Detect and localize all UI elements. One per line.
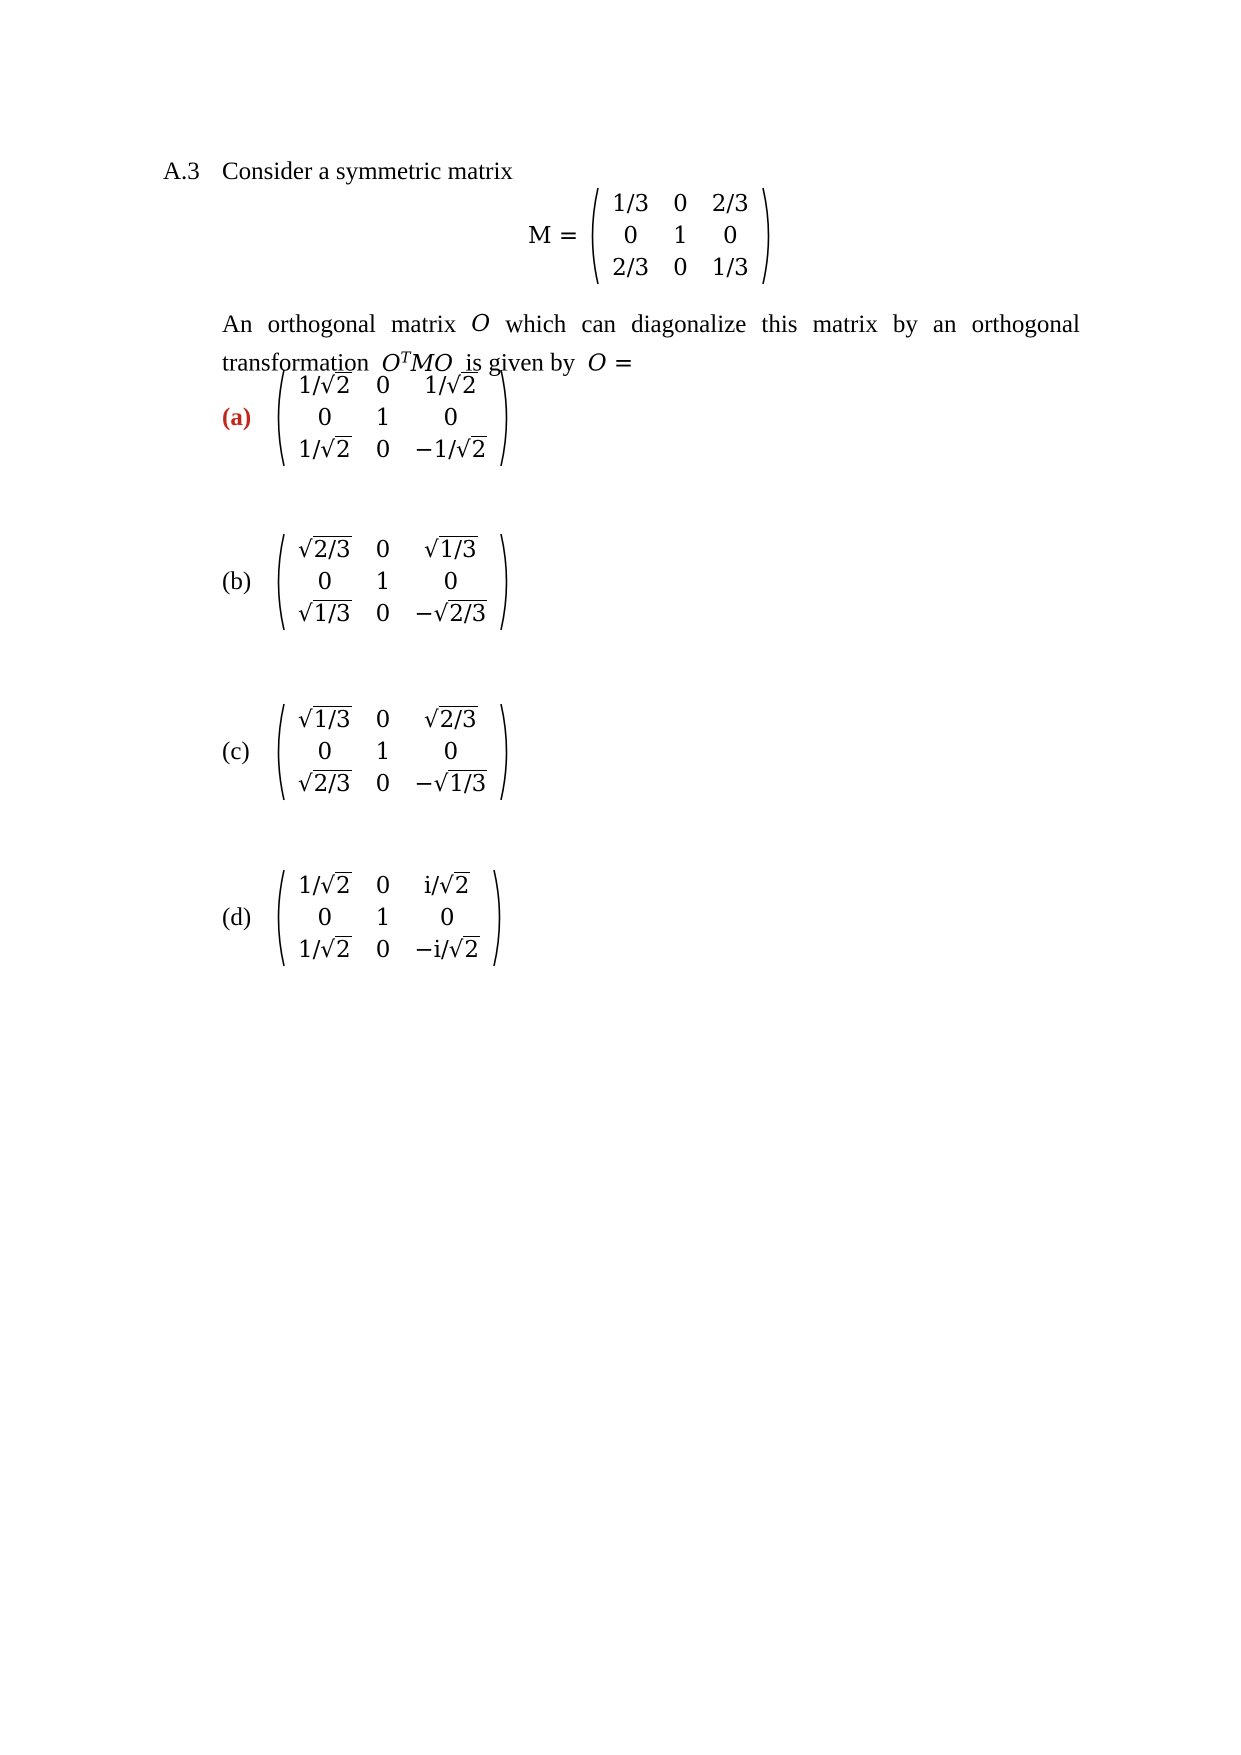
matrix-cell: 0 bbox=[375, 707, 391, 733]
option-matrix bbox=[272, 368, 513, 468]
matrix-m-equation bbox=[528, 186, 775, 286]
matrix-m-cell: 0 bbox=[722, 223, 738, 249]
word: diagonalize bbox=[631, 311, 747, 338]
option-matrix bbox=[272, 868, 506, 968]
matrix-cell: −√2/3 bbox=[414, 601, 487, 627]
matrix-cell: 0 bbox=[375, 937, 391, 963]
matrix-cell: −√1/3 bbox=[414, 771, 487, 797]
matrix-m-cell: 1 bbox=[673, 223, 688, 249]
matrix-cell: √2/3 bbox=[298, 771, 351, 797]
matrix-cell: 0 bbox=[443, 739, 459, 765]
matrix-m-cell: 0 bbox=[623, 223, 638, 249]
matrix-cell: 0 bbox=[375, 601, 391, 627]
question-number: A.3 bbox=[163, 158, 200, 185]
word: by bbox=[892, 311, 918, 338]
matrix-m-cell: 2/3 bbox=[612, 255, 650, 281]
question-stem: Consider a symmetric matrix bbox=[222, 158, 513, 185]
matrix-m-cell: 1/3 bbox=[612, 191, 650, 217]
option-label: (b) bbox=[222, 568, 252, 595]
matrix-cell: −1/√2 bbox=[414, 437, 487, 463]
matrix-m-cell: 1/3 bbox=[711, 255, 749, 281]
matrix-m-cell: 2/3 bbox=[711, 191, 749, 217]
matrix-cell: 1 bbox=[375, 905, 391, 931]
word: which bbox=[505, 311, 567, 338]
matrix-cell: 0 bbox=[375, 373, 391, 399]
matrix-cell: 1/√2 bbox=[298, 873, 351, 899]
word: this bbox=[761, 311, 798, 338]
word: transformation bbox=[222, 349, 370, 377]
matrix-m-cell: 0 bbox=[673, 255, 688, 281]
matrix-cell: 0 bbox=[317, 405, 333, 431]
option-matrix bbox=[272, 532, 513, 632]
matrix-cell: 0 bbox=[375, 873, 391, 899]
matrix-cell: 0 bbox=[317, 739, 333, 765]
matrix-cell: √1/3 bbox=[423, 537, 477, 563]
matrix-cell: 0 bbox=[317, 569, 333, 595]
option-label: (c) bbox=[222, 738, 250, 765]
left-paren bbox=[272, 368, 286, 468]
option-d[interactable] bbox=[222, 868, 506, 968]
right-paren bbox=[492, 868, 506, 968]
option-a[interactable] bbox=[222, 368, 513, 468]
option-c[interactable] bbox=[222, 702, 513, 802]
left-paren bbox=[272, 532, 286, 632]
word: matrix bbox=[812, 311, 878, 338]
right-paren bbox=[499, 368, 513, 468]
word: An bbox=[222, 311, 253, 338]
matrix-cell: 1/√2 bbox=[298, 437, 351, 463]
matrix-cell: 0 bbox=[375, 771, 391, 797]
matrix-cell: 0 bbox=[443, 405, 459, 431]
matrix-cell: √2/3 bbox=[298, 537, 351, 563]
left-paren bbox=[586, 186, 600, 286]
matrix-cell: 1/√2 bbox=[423, 373, 477, 399]
matrix-cell: 0 bbox=[375, 537, 391, 563]
right-paren bbox=[499, 702, 513, 802]
matrix-cell: 1 bbox=[375, 569, 391, 595]
option-b[interactable] bbox=[222, 532, 513, 632]
left-paren bbox=[272, 868, 286, 968]
word: orthogonal bbox=[267, 311, 376, 338]
matrix-cell: 0 bbox=[439, 905, 455, 931]
o-equals: O = bbox=[587, 350, 634, 377]
matrix-m-cell: 0 bbox=[673, 191, 688, 217]
option-label: (a) bbox=[222, 404, 252, 431]
option-label: (d) bbox=[222, 904, 252, 931]
matrix-cell: i/√2 bbox=[423, 873, 470, 899]
matrix-cell: √1/3 bbox=[298, 707, 351, 733]
matrix-m bbox=[600, 188, 761, 284]
option-matrix bbox=[272, 702, 513, 802]
transform-expression: $O^TMO$ bbox=[381, 348, 453, 377]
right-paren bbox=[761, 186, 775, 286]
matrix-cell: 1/√2 bbox=[298, 937, 351, 963]
word: orthogonal bbox=[971, 311, 1080, 338]
right-paren bbox=[499, 532, 513, 632]
word: is given by bbox=[465, 349, 576, 377]
matrix-cell: 1 bbox=[375, 405, 391, 431]
left-paren bbox=[272, 702, 286, 802]
matrix-m-label: M = bbox=[528, 223, 579, 249]
matrix-cell: √1/3 bbox=[298, 601, 351, 627]
matrix-cell: 1 bbox=[375, 739, 391, 765]
matrix-cell: 0 bbox=[317, 905, 333, 931]
word: can bbox=[581, 311, 617, 338]
matrix-cell: 0 bbox=[375, 437, 391, 463]
symbol-o: O bbox=[471, 311, 491, 337]
matrix-cell: 1/√2 bbox=[298, 373, 351, 399]
word: an bbox=[932, 311, 957, 338]
paragraph-line-1 bbox=[222, 308, 1080, 341]
word: matrix bbox=[390, 311, 457, 338]
matrix-cell: −i/√2 bbox=[414, 937, 480, 963]
matrix-cell: √2/3 bbox=[423, 707, 477, 733]
matrix-cell: 0 bbox=[443, 569, 459, 595]
